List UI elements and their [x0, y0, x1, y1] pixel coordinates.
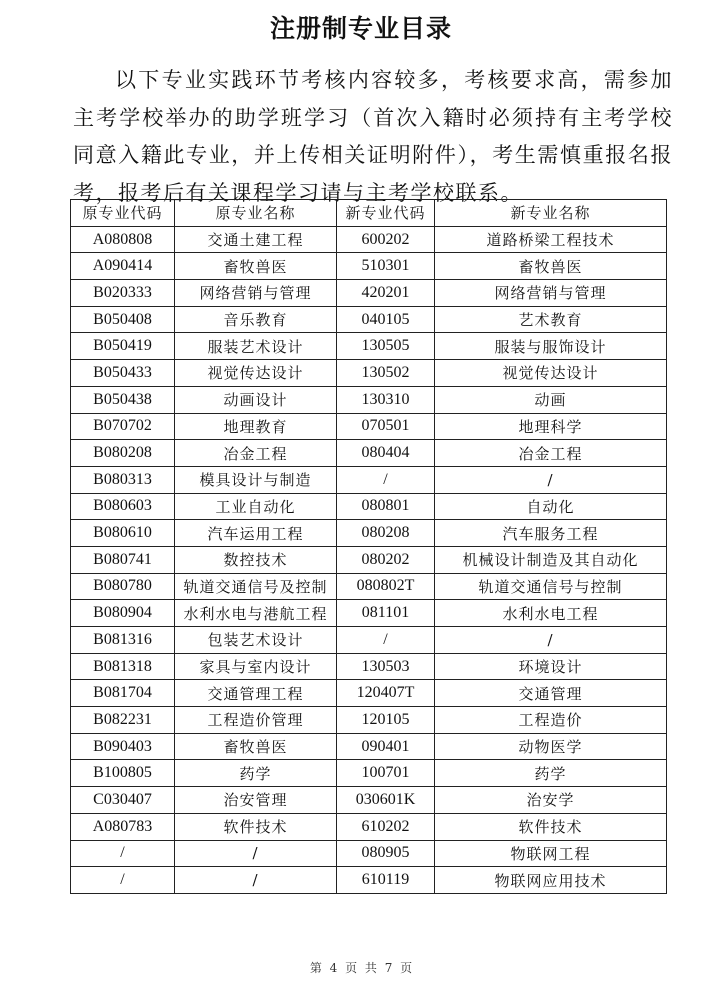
cell-new-code: 080802T: [337, 573, 435, 600]
cell-old-code: B080603: [71, 493, 175, 520]
cell-old-name: /: [175, 840, 337, 867]
table-row: [71, 600, 667, 627]
cell-new-name: 地理科学: [435, 413, 667, 440]
cell-new-name: 网络营销与管理: [435, 280, 667, 307]
cell-old-code: B080610: [71, 520, 175, 547]
table-row: [71, 466, 667, 493]
table-row: [71, 493, 667, 520]
cell-old-name: 模具设计与制造: [175, 466, 337, 493]
table-body: [71, 226, 667, 893]
cell-new-code: 120105: [337, 707, 435, 734]
cell-old-name: 交通管理工程: [175, 680, 337, 707]
cell-new-code: 130310: [337, 386, 435, 413]
cell-old-code: /: [71, 840, 175, 867]
cell-old-name: 畜牧兽医: [175, 253, 337, 280]
cell-old-name: 治安管理: [175, 787, 337, 814]
cell-new-name: 艺术教育: [435, 306, 667, 333]
cell-old-code: B080904: [71, 600, 175, 627]
table-row: [71, 653, 667, 680]
cell-new-code: 081101: [337, 600, 435, 627]
cell-old-code: B081704: [71, 680, 175, 707]
cell-old-name: 包装艺术设计: [175, 627, 337, 654]
cell-new-code: 100701: [337, 760, 435, 787]
cell-old-code: B081318: [71, 653, 175, 680]
cell-new-name: 道路桥梁工程技术: [435, 226, 667, 253]
cell-new-code: 600202: [337, 226, 435, 253]
cell-new-code: 040105: [337, 306, 435, 333]
cell-new-code: 030601K: [337, 787, 435, 814]
cell-old-name: 工程造价管理: [175, 707, 337, 734]
cell-old-code: B081316: [71, 627, 175, 654]
header-new-name: 新专业名称: [435, 200, 667, 227]
cell-old-name: 药学: [175, 760, 337, 787]
cell-old-code: /: [71, 867, 175, 894]
cell-new-code: 510301: [337, 253, 435, 280]
cell-new-name: 畜牧兽医: [435, 253, 667, 280]
intro-text: 以下专业实践环节考核内容较多，考核要求高，需参加主考学校举办的助学班学习（首次入籍时必须持有主考学校同意入籍此专业，并上传相关证明附件），考生需慎重报名报考，报考后有关课程学习请与主考学校联系。: [73, 68, 673, 205]
cell-new-name: 环境设计: [435, 653, 667, 680]
cell-old-name: 地理教育: [175, 413, 337, 440]
table-row: [71, 440, 667, 467]
cell-new-name: 动物医学: [435, 733, 667, 760]
table-row: [71, 840, 667, 867]
table-header-row: [71, 200, 667, 227]
cell-old-code: B090403: [71, 733, 175, 760]
cell-old-code: A090414: [71, 253, 175, 280]
cell-new-name: 物联网工程: [435, 840, 667, 867]
table-row: [71, 787, 667, 814]
table-row: [71, 280, 667, 307]
cell-new-code: /: [337, 627, 435, 654]
table-row: [71, 573, 667, 600]
table-row: [71, 253, 667, 280]
cell-new-code: 080202: [337, 546, 435, 573]
cell-old-name: 交通土建工程: [175, 226, 337, 253]
cell-old-code: B080208: [71, 440, 175, 467]
cell-new-name: /: [435, 466, 667, 493]
cell-old-name: 视觉传达设计: [175, 360, 337, 387]
cell-new-name: 物联网应用技术: [435, 867, 667, 894]
cell-old-code: B080780: [71, 573, 175, 600]
cell-new-name: 治安学: [435, 787, 667, 814]
table-row: [71, 813, 667, 840]
cell-new-code: 070501: [337, 413, 435, 440]
cell-new-code: 130503: [337, 653, 435, 680]
table-row: [71, 520, 667, 547]
cell-old-code: B050408: [71, 306, 175, 333]
intro-paragraph: [73, 62, 673, 212]
cell-new-code: 610202: [337, 813, 435, 840]
table-row: [71, 386, 667, 413]
cell-old-name: /: [175, 867, 337, 894]
cell-new-name: 视觉传达设计: [435, 360, 667, 387]
table-row: [71, 546, 667, 573]
cell-old-name: 数控技术: [175, 546, 337, 573]
cell-new-code: 080208: [337, 520, 435, 547]
table-row: [71, 867, 667, 894]
cell-new-name: /: [435, 627, 667, 654]
cell-new-name: 工程造价: [435, 707, 667, 734]
cell-old-code: B080741: [71, 546, 175, 573]
cell-old-name: 服装艺术设计: [175, 333, 337, 360]
cell-old-code: B080313: [71, 466, 175, 493]
table-row: [71, 333, 667, 360]
cell-new-name: 交通管理: [435, 680, 667, 707]
cell-new-name: 水利水电工程: [435, 600, 667, 627]
cell-new-code: 120407T: [337, 680, 435, 707]
table-row: [71, 360, 667, 387]
table-row: [71, 627, 667, 654]
cell-old-name: 汽车运用工程: [175, 520, 337, 547]
cell-new-name: 动画: [435, 386, 667, 413]
cell-new-name: 汽车服务工程: [435, 520, 667, 547]
cell-new-code: 080905: [337, 840, 435, 867]
cell-old-name: 畜牧兽医: [175, 733, 337, 760]
cell-old-name: 软件技术: [175, 813, 337, 840]
cell-old-code: B050438: [71, 386, 175, 413]
cell-new-code: /: [337, 466, 435, 493]
cell-old-name: 音乐教育: [175, 306, 337, 333]
cell-old-name: 动画设计: [175, 386, 337, 413]
header-new-code: 新专业代码: [337, 200, 435, 227]
cell-new-code: 080404: [337, 440, 435, 467]
cell-new-code: 080801: [337, 493, 435, 520]
cell-old-name: 轨道交通信号及控制: [175, 573, 337, 600]
cell-old-code: A080808: [71, 226, 175, 253]
cell-new-code: 130502: [337, 360, 435, 387]
table-row: [71, 760, 667, 787]
table-row: [71, 707, 667, 734]
table-row: [71, 733, 667, 760]
cell-old-code: B050419: [71, 333, 175, 360]
cell-old-code: B020333: [71, 280, 175, 307]
table-row: [71, 226, 667, 253]
cell-old-name: 家具与室内设计: [175, 653, 337, 680]
cell-old-name: 冶金工程: [175, 440, 337, 467]
cell-new-name: 软件技术: [435, 813, 667, 840]
cell-new-name: 冶金工程: [435, 440, 667, 467]
cell-old-code: B100805: [71, 760, 175, 787]
cell-new-name: 服装与服饰设计: [435, 333, 667, 360]
table-row: [71, 306, 667, 333]
cell-old-name: 网络营销与管理: [175, 280, 337, 307]
header-old-code: 原专业代码: [71, 200, 175, 227]
cell-new-code: 130505: [337, 333, 435, 360]
cell-new-name: 轨道交通信号与控制: [435, 573, 667, 600]
table-row: [71, 413, 667, 440]
page-title: 注册制专业目录: [269, 14, 452, 43]
cell-new-name: 机械设计制造及其自动化: [435, 546, 667, 573]
cell-old-name: 工业自动化: [175, 493, 337, 520]
cell-new-code: 610119: [337, 867, 435, 894]
cell-new-name: 自动化: [435, 493, 667, 520]
cell-old-name: 水利水电与港航工程: [175, 600, 337, 627]
cell-old-code: C030407: [71, 787, 175, 814]
major-catalog-table: [70, 199, 667, 894]
cell-old-code: B050433: [71, 360, 175, 387]
header-old-name: 原专业名称: [175, 200, 337, 227]
cell-new-code: 090401: [337, 733, 435, 760]
cell-new-name: 药学: [435, 760, 667, 787]
cell-old-code: A080783: [71, 813, 175, 840]
cell-old-code: B082231: [71, 707, 175, 734]
cell-new-code: 420201: [337, 280, 435, 307]
page-number: 第 4 页 共 7 页: [309, 961, 413, 975]
cell-old-code: B070702: [71, 413, 175, 440]
table-row: [71, 680, 667, 707]
